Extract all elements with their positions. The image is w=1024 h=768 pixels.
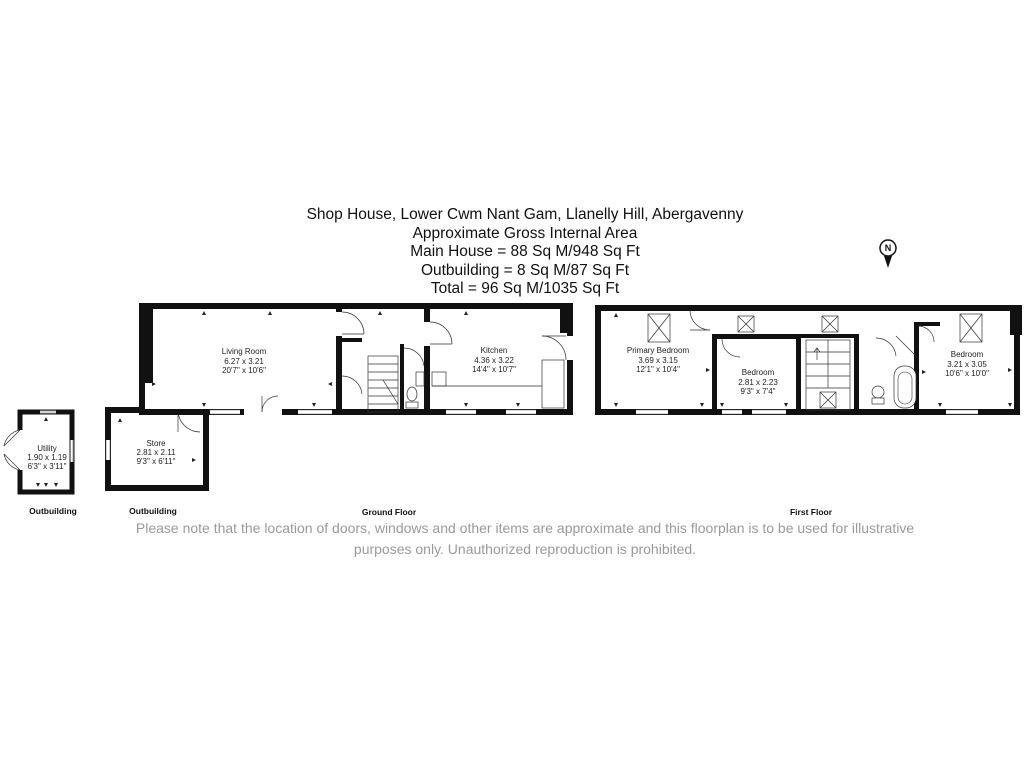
bedroom-3-imperial: 10'6" x 10'0" — [945, 369, 989, 378]
first-floor-plan — [598, 305, 1022, 414]
utility-metric: 1.90 x 1.19 — [27, 453, 67, 462]
compass-icon — [880, 240, 896, 268]
primary-bedroom-metric: 3.69 x 3.15 — [638, 356, 678, 365]
living-room-imperial: 20'7" x 10'6" — [222, 366, 266, 375]
bedroom-3-name: Bedroom — [950, 350, 984, 359]
disclaimer — [60, 518, 990, 560]
total-area: Total = 96 Sq M/1035 Sq Ft — [430, 280, 620, 297]
primary-bedroom-name: Primary Bedroom — [626, 346, 690, 355]
store-name: Store — [146, 439, 166, 448]
utility-name: Utility — [37, 444, 57, 453]
kitchen-name: Kitchen — [480, 346, 508, 355]
bedroom-3-metric: 3.21 x 3.05 — [947, 360, 987, 369]
address-title: Shop House, Lower Cwm Nant Gam, Llanelly Hill, Abergavenny — [306, 206, 744, 223]
utility-outbuilding — [4, 411, 73, 492]
utility-imperial: 6'3" x 3'11" — [27, 462, 67, 471]
disclaimer-line-1: Please note that the location of doors, windows and other items are approximate and this floorplan is to be used for illustrative — [135, 520, 915, 536]
disclaimer-line-2: purposes only. Unauthorized reproduction is prohibited. — [353, 541, 697, 557]
living-room-name: Living Room — [221, 347, 267, 356]
floor-label-ground: Ground Floor — [361, 507, 417, 517]
store-imperial: 9'3" x 6'11" — [136, 457, 176, 466]
main-house-area: Main House = 88 Sq M/948 Sq Ft — [410, 243, 640, 260]
outbuilding-area: Outbuilding = 8 Sq M/87 Sq Ft — [420, 261, 630, 279]
store-outbuilding — [106, 410, 206, 488]
ground-floor-plan — [139, 303, 572, 414]
area-title: Approximate Gross Internal Area — [412, 224, 638, 242]
store-metric: 2.81 x 2.11 — [136, 448, 176, 457]
floor-label-outbuilding-1: Outbuilding — [29, 506, 77, 516]
primary-bedroom-imperial: 12'1" x 10'4" — [636, 365, 680, 374]
kitchen-metric: 4.36 x 3.22 — [474, 356, 514, 365]
bedroom-2-metric: 2.81 x 2.23 — [738, 378, 778, 387]
living-room-metric: 6.27 x 3.21 — [224, 357, 264, 366]
floor-label-first: First Floor — [789, 507, 833, 517]
compass-label: N — [884, 243, 892, 253]
bedroom-2-name: Bedroom — [741, 368, 775, 377]
bedroom-2-imperial: 9'3" x 7'4" — [740, 387, 776, 396]
floor-label-outbuilding-2: Outbuilding — [129, 506, 177, 516]
kitchen-imperial: 14'4" x 10'7" — [472, 365, 516, 374]
